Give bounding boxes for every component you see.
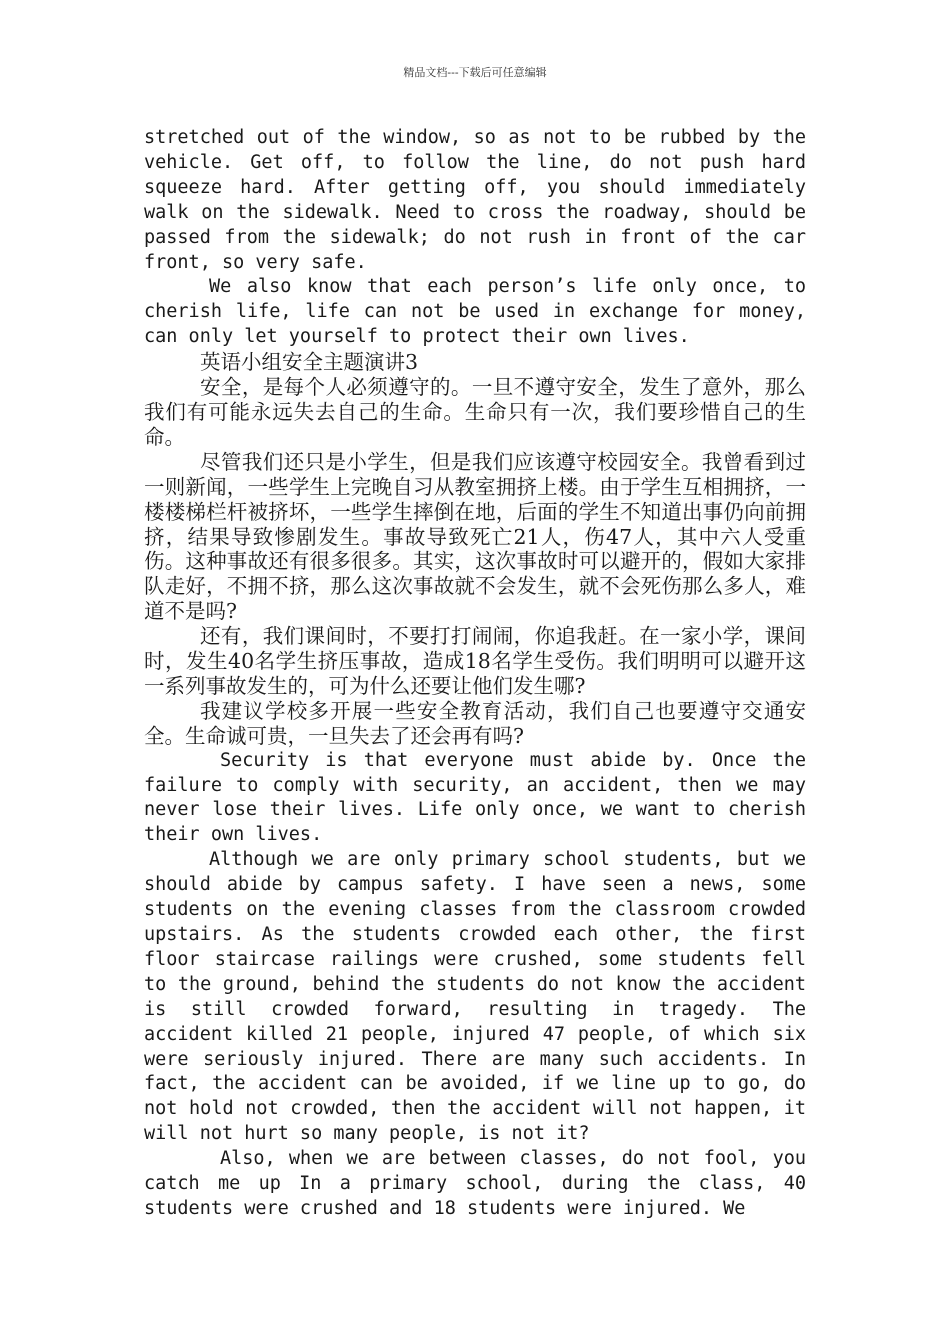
- paragraph-zh-3: 还有，我们课间时，不要打打闹闹，你追我赶。在一家小学，课间时，发生40名学生挤压事故，造成18名学生受伤。我们明明可以避开这一系列事故发生的，可为什么还要让他们发生哪?: [144, 624, 806, 698]
- document-body: [144, 126, 806, 1222]
- paragraph-en-2: We also know that each person’s life only once, to cherish life, life can not be used in exchange for money, can only let yourself to protect their own lives.: [144, 276, 806, 348]
- paragraph-en-1: stretched out of the window, so as not to be rubbed by the vehicle. Get off, to follow the line, do not push hard squeeze hard. After getting off, you should immediately walk on the sidewalk. Need to cross the roadway, should be passed from the sidewalk; do not rush in front of the car front, so very safe.: [144, 127, 806, 273]
- paragraph-en-4: Although we are only primary school students, but we should abide by campus safety. I have seen a news, some students on the evening classes from the classroom crowded upstairs. As the students crowded each other, the first floor staircase railings were crushed, some students fell to the ground, behind the students do not know the accident is still crowded forward, resulting in tragedy. The accident killed 21 people, injured 47 people, of which six were seriously injured. There are many such accidents. In fact, the accident can be avoided, if we line up to go, do not hold not crowded, then the accident will not happen, it will not hurt so many people, is not it?: [144, 849, 806, 1145]
- paragraph-zh-4: 我建议学校多开展一些安全教育活动，我们自己也要遵守交通安全。生命诚可贵，一旦失去了还会再有吗?: [144, 698, 806, 748]
- section-title: 英语小组安全主题演讲3: [200, 350, 419, 375]
- page-header: 精品文档---下载后可任意编辑: [403, 66, 547, 79]
- paragraph-zh-1: 安全，是每个人必须遵守的。一旦不遵守安全，发生了意外，那么我们有可能永远失去自己的生命。生命只有一次，我们要珍惜自己的生命。: [144, 375, 806, 449]
- paragraph-zh-2: 尽管我们还只是小学生，但是我们应该遵守校园安全。我曾看到过一则新闻，一些学生上完晚自习从教室拥挤上楼。由于学生互相拥挤，一楼楼梯栏杆被挤坏，一些学生摔倒在地，后面的学生不知道出事仍向前拥挤，结果导致惨剧发生。事故导致死亡21人，伤47人，其中六人受重伤。这种事故还有很多很多。其实，这次事故时可以避开的，假如大家排队走好，不拥不挤，那么这次事故就不会发生，就不会死伤那么多人，难道不是吗?: [144, 449, 806, 624]
- paragraph-en-5: Also, when we are between classes, do not fool, you catch me up In a primary school, during the class, 40 students were crushed and 18 students were injured. We: [144, 1148, 806, 1219]
- paragraph-en-3: Security is that everyone must abide by. Once the failure to comply with security, an accident, then we may never lose their lives. Life only once, we want to cherish their own lives.: [144, 749, 806, 846]
